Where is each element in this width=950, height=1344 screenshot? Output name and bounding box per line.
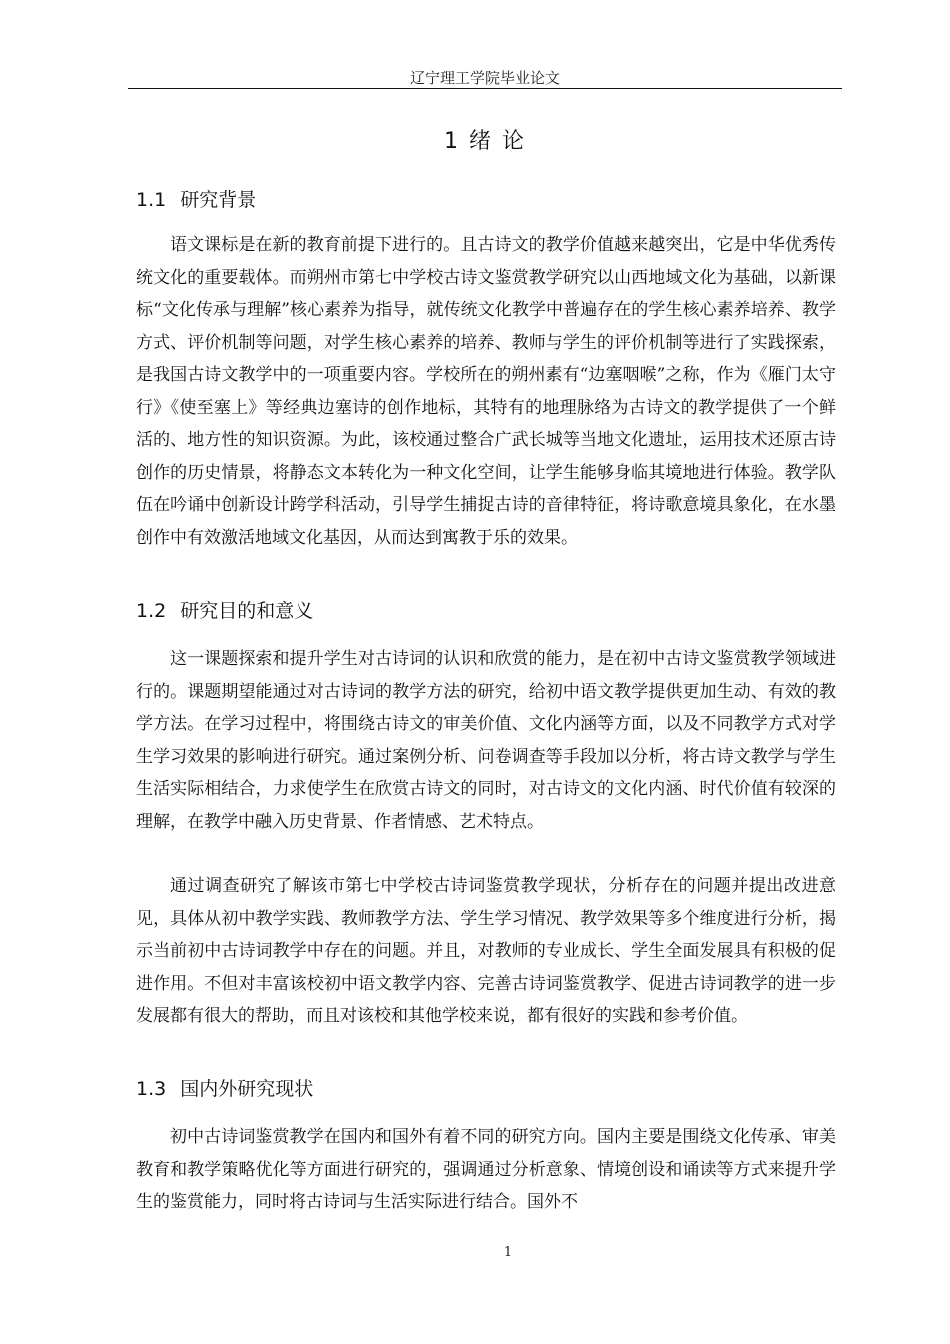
- section-number: 1.3: [136, 1078, 167, 1100]
- section-heading-1-1: [136, 186, 256, 214]
- body-paragraph: 这一课题探索和提升学生对古诗词的认识和欣赏的能力，是在初中古诗文鉴赏教学领域进行的。课题期望能通过对古诗词的教学方法的研究，给初中语文教学提供更加生动、有效的教学方法。在学习过程中，将围绕古诗文的审美价值、文化内涵等方面，以及不同教学方式对学生学习效果的影响进行研究。通过案例分析、问卷调查等手段加以分析，将古诗文教学与学生生活实际相结合，力求使学生在欣赏古诗文的同时，对古诗文的文化内涵、时代价值有较深的理解，在教学中融入历史背景、作者情感、艺术特点。: [136, 649, 836, 832]
- section-number: 1.1: [136, 189, 167, 211]
- section-heading-1-2: [136, 597, 313, 625]
- chapter-title: 1 绪 论: [444, 129, 526, 154]
- section-title: 研究目的和意义: [180, 600, 314, 622]
- section-number: 1.2: [136, 600, 167, 622]
- body-paragraph: 初中古诗词鉴赏教学在国内和国外有着不同的研究方向。国内主要是围绕文化传承、审美教育和教学策略优化等方面进行研究的，强调通过分析意象、情境创设和诵读等方式来提升学生的鉴赏能力，同时将古诗词与生活实际进行结合。国外不: [136, 1127, 836, 1212]
- section-title: 国内外研究现状: [180, 1078, 314, 1100]
- section-heading-1-3: [136, 1075, 313, 1103]
- header-rule: [128, 88, 842, 89]
- body-paragraph: 通过调查研究了解该市第七中学校古诗词鉴赏教学现状，分析存在的问题并提出改进意见，具体从初中教学实践、教师教学方法、学生学习情况、教学效果等多个维度进行分析，揭示当前初中古诗词教学中存在的问题。并且，对教师的专业成长、学生全面发展具有积极的促进作用。不但对丰富该校初中语文教学内容、完善古诗词鉴赏教学、促进古诗词教学的进一步发展都有很大的帮助，而且对该校和其他学校来说，都有很好的实践和参考价值。: [136, 876, 836, 1026]
- body-paragraph: 语文课标是在新的教育前提下进行的。且古诗文的教学价值越来越突出，它是中华优秀传统文化的重要载体。而朔州市第七中学校古诗文鉴赏教学研究以山西地域文化为基础，以新课标“文化传承与理解”核心素养为指导，就传统文化教学中普遍存在的学生核心素养培养、教学方式、评价机制等问题，对学生核心素养的培养、教师与学生的评价机制等进行了实践探索，是我国古诗文教学中的一项重要内容。学校所在的朔州素有“边塞咽喉”之称，作为《雁门太守行》《使至塞上》等经典边塞诗的创作地标，其特有的地理脉络为古诗文的教学提供了一个鲜活的、地方性的知识资源。为此，该校通过整合广武长城等当地文化遗址，运用技术还原古诗创作的历史情景，将静态文本转化为一种文化空间，让学生能够身临其境地进行体验。教学队伍在吟诵中创新设计跨学科活动，引导学生捕捉古诗的音律特征，将诗歌意境具象化，在水墨创作中有效激活地域文化基因，从而达到寓教于乐的效果。: [136, 235, 836, 548]
- page-header: 辽宁理工学院毕业论文: [409, 69, 560, 87]
- page-number: 1: [503, 1245, 513, 1260]
- section-title: 研究背景: [180, 189, 257, 211]
